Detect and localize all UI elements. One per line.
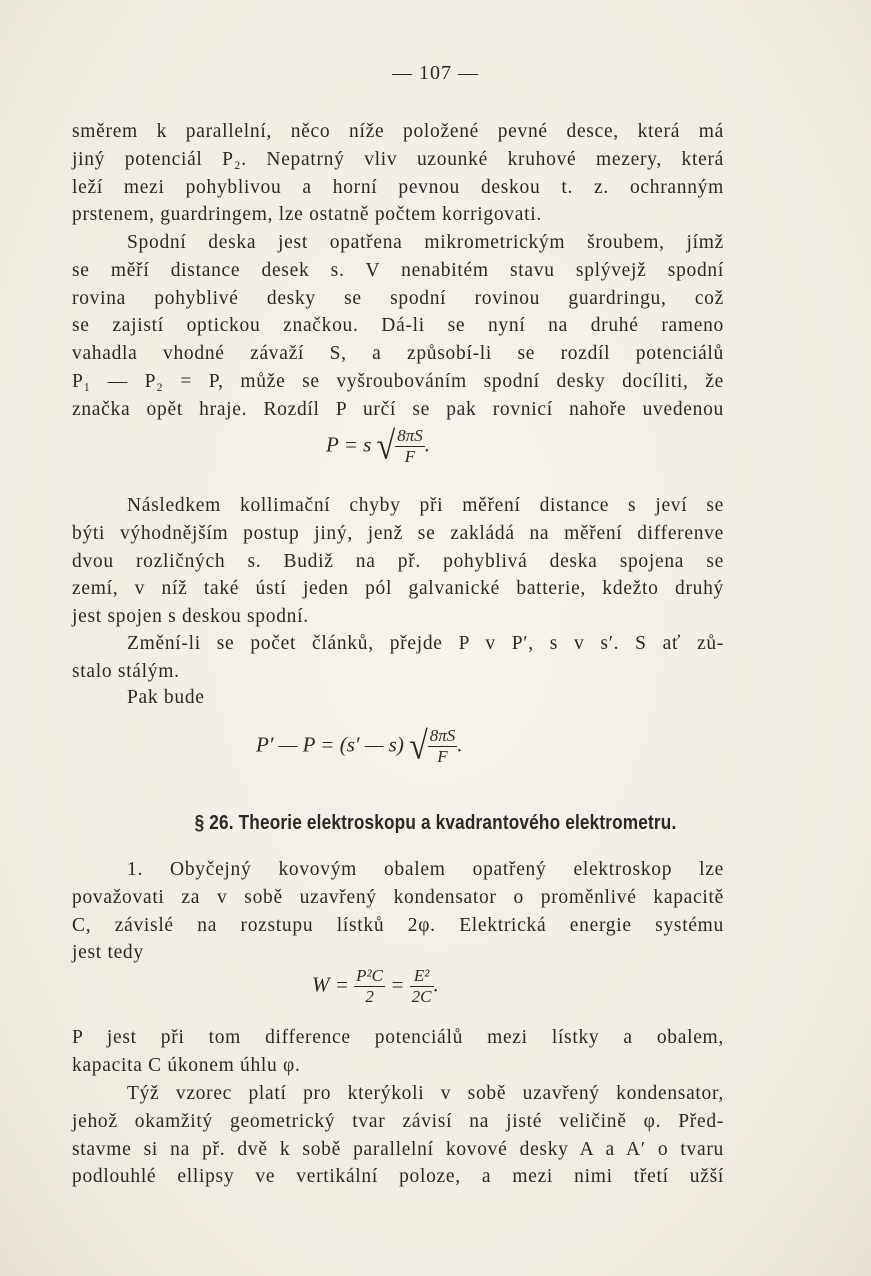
paragraph-8 [72,1080,724,1191]
text-line: směrem k parallelní, něco níže položené pevné desce, která má [72,121,724,142]
formula-end: . [457,732,463,757]
text-line: P₁ — P₂ = P, může se vyšroubováním spodní desky docíliti, že [72,370,724,392]
formula-end: . [433,972,439,997]
text-line: podlouhlé ellipsy ve vertikální poloze, a mezi nimi třetí užší [72,1166,724,1188]
formula-1 [326,426,430,467]
formula-3 [312,966,439,1007]
paragraph-5 [72,684,724,712]
text-line: prstenem, guardringem, lze ostatně počtem korrigovati. [72,204,542,226]
text-line: se zajistí optickou značkou. Dá-li se nyní na druhé rameno [72,315,724,337]
denominator: 2C [411,987,432,1006]
formula-end: . [424,432,430,457]
numerator: E² [410,966,434,987]
text-line: stalo stálým. [72,660,180,682]
section-heading: § 26. Theorie elektroskopu a kvadrantového elektrometru. [194,812,677,834]
text-line: jest spojen s deskou spodní. [72,606,309,628]
text-line: kapacita C úkonem úhlu φ. [72,1054,301,1076]
text-line: Týž vzorec platí pro kterýkoli v sobě uzavřený kondensator, [127,1083,724,1104]
text-line: značka opět hraje. Rozdíl P určí se pak rovnicí nahoře uvedenou [72,398,724,420]
fraction [354,966,385,1007]
text-line: zemí, v níž také ústí jeden pól galvanické batterie, kdežto druhý [72,578,724,600]
paragraph-1 [72,118,724,229]
text-line: dvou rozličných s. Budiž na př. pohyblivá deska spojena se [72,550,724,572]
text-line: jiný potenciál P₂. Nepatrný vliv uzounké kruhové mezery, která [72,148,724,170]
fraction [395,426,425,467]
denominator: 2 [365,987,374,1006]
numerator: 8πS [429,726,456,745]
text-line: Následkem kollimační chyby při měření distance s jeví se [127,495,724,516]
text-line: považovati za v sobě uzavřený kondensator o proměnlivé kapacitě [72,886,724,908]
text-line: rovina pohyblivé desky se spodní rovinou guardringu, což [72,287,724,309]
text-line: C, závislé na rozstupu lístků 2φ. Elektrická energie systému [72,914,724,936]
text-line: býti výhodnějším postup jiný, jenž se zakládá na měření differenve [72,522,724,544]
text-line: Pak bude [127,687,205,708]
paragraph-7 [72,1024,724,1080]
text-line: vahadla vhodné závaží S, a způsobí-li se rozdíl potenciálů [72,343,724,365]
text-line: Změní-li se počet článků, přejde P v P′, s v s′. S ať zů- [127,633,724,654]
formula-lhs: P′ — P = (s′ — s) [256,732,404,757]
text-line: jest tedy [72,942,144,964]
formula-lhs: W = [312,972,349,997]
text-line: jehož okamžitý geometrický tvar závisí na jisté veličině φ. Před- [72,1110,724,1132]
sqrt-symbol: √ [409,724,428,768]
denominator: F [437,747,448,766]
paragraph-4 [72,630,724,686]
formula-lhs: P = s [326,432,372,457]
page-number: — 107 — [392,62,479,84]
fraction [410,966,434,1007]
paragraph-2 [72,229,724,424]
text-line: leží mezi pohyblivou a horní pevnou deskou t. z. ochranným [72,176,724,198]
paragraph-3 [72,492,724,631]
equals-sign: = [390,972,405,997]
text-line: Spodní deska jest opatřena mikrometrickým šroubem, jímž [127,232,724,253]
text-line: P jest při tom difference potenciálů mezi lístky a obalem, [72,1027,724,1048]
text-line: 1. Obyčejný kovovým obalem opatřený elektroskop lze [127,859,724,880]
formula-2 [256,726,463,767]
numerator: 8πS [397,426,423,445]
numerator: P²C [356,966,383,985]
denominator: F [404,447,416,466]
fraction [428,726,458,767]
text-line: se měří distance desek s. V nenabitém stavu splývejž spodní [72,259,724,281]
sqrt-symbol: √ [376,424,396,468]
paragraph-6 [72,856,724,967]
text-line: stavme si na př. dvě k sobě parallelní kovové desky A a A′ o tvaru [72,1138,724,1160]
